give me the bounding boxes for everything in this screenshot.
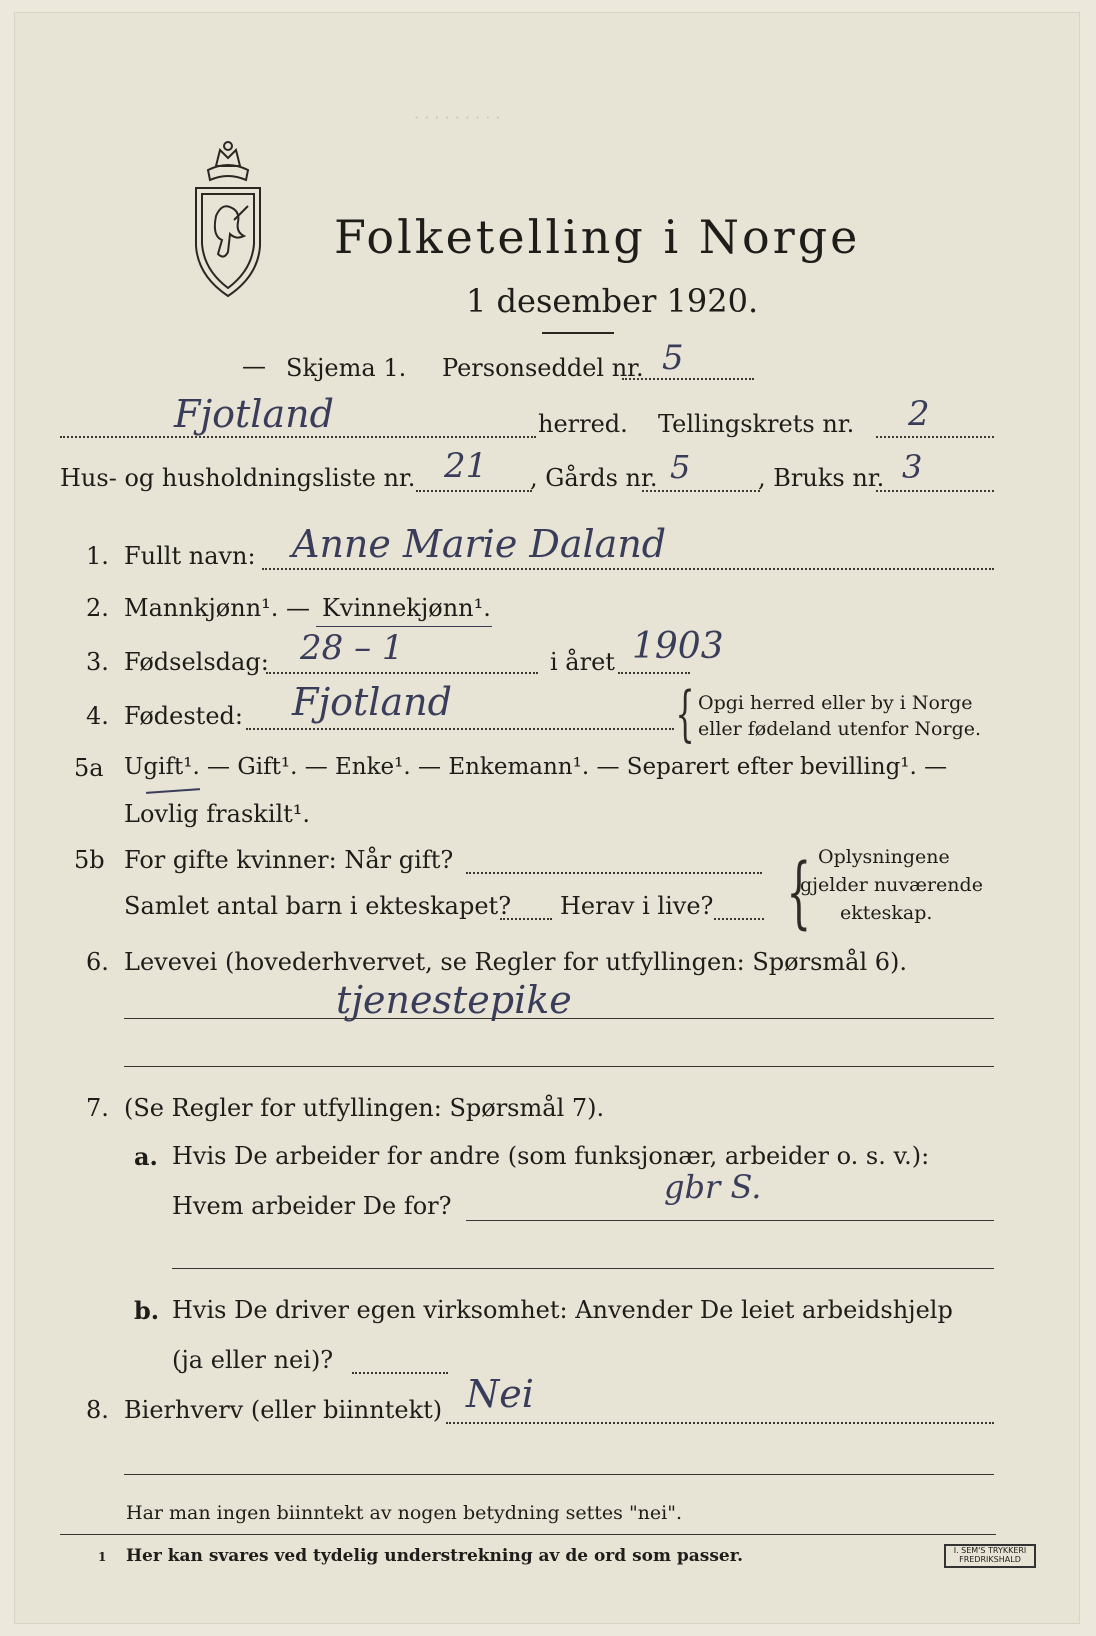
dotted-line [642, 490, 760, 492]
q6-label: Levevei (hovederhvervet, se Regler for utfyllingen: Spørsmål 6). [124, 948, 908, 976]
title-divider [542, 332, 614, 334]
q7b-line1: Hvis De driver egen virksomhet: Anvender De leiet arbeidshjelp [172, 1296, 953, 1324]
skjema-label: Skjema 1. [286, 354, 407, 382]
q6-number: 6. [86, 948, 109, 976]
stamp-line2: FREDRIKSHALD [959, 1555, 1021, 1564]
dotted-line [714, 918, 764, 920]
q7b-line2: (ja eller nei)? [172, 1346, 334, 1374]
q5b-line1: For gifte kvinner: Når gift? [124, 846, 454, 874]
employer-value[interactable]: gbr S. [664, 1168, 762, 1206]
q7a-letter: a. [134, 1142, 158, 1171]
q8-number: 8. [86, 1396, 109, 1424]
gards-value[interactable]: 5 [670, 448, 691, 486]
printer-stamp [944, 1544, 1036, 1568]
answer-line [172, 1268, 994, 1269]
q5b-note3: ekteskap. [840, 902, 933, 924]
norwegian-coat-of-arms-icon [178, 136, 278, 306]
q8-label: Bierhverv (eller biinntekt) [124, 1396, 443, 1424]
q1-number: 1. [86, 542, 109, 570]
dotted-line [466, 872, 762, 874]
q2-number: 2. [86, 594, 109, 622]
q5a-lovlig-fraskilt[interactable]: Lovlig fraskilt¹. [124, 800, 311, 828]
q7a-line1: Hvis De arbeider for andre (som funksjonær, arbeider o. s. v.): [172, 1142, 930, 1170]
underline-mark [316, 626, 492, 627]
dotted-line [246, 728, 674, 730]
husholdning-value[interactable]: 21 [444, 446, 488, 486]
q5b-number: 5b [74, 846, 105, 874]
brace-mark: { [786, 848, 812, 938]
dotted-line [60, 436, 536, 438]
birthplace-value[interactable]: Fjotland [292, 680, 452, 724]
q5a-number: 5a [74, 754, 104, 782]
tellingskrets-label: Tellingskrets nr. [658, 410, 855, 438]
personseddel-label: Personseddel nr. [442, 354, 644, 382]
bruks-label: , Bruks nr. [758, 464, 885, 492]
q7b-letter: b. [134, 1296, 160, 1325]
birth-year-value[interactable]: 1903 [632, 626, 724, 667]
brace-mark: { [675, 679, 695, 749]
q7-number: 7. [86, 1094, 109, 1122]
gards-label: , Gårds nr. [530, 464, 658, 492]
dotted-line [500, 918, 552, 920]
dotted-line [876, 436, 994, 438]
dotted-line [622, 378, 754, 380]
q1-label: Fullt navn: [124, 542, 256, 570]
herred-label: herred. [538, 410, 628, 438]
q4-note-line2: eller fødeland utenfor Norge. [698, 718, 982, 740]
birthdate-value[interactable]: 28 – 1 [300, 628, 404, 668]
dotted-line [446, 1422, 994, 1424]
dotted-line [876, 490, 994, 492]
q3-year-label: i året [550, 648, 615, 676]
answer-line [124, 1018, 994, 1019]
full-name-value[interactable]: Anne Marie Daland [292, 522, 667, 566]
form-date: 1 desember 1920. [466, 282, 759, 320]
q5b-line2a: Samlet antal barn i ekteskapet? [124, 892, 512, 920]
q7-label: (Se Regler for utfyllingen: Spørsmål 7). [124, 1094, 605, 1122]
q3-label: Fødselsdag: [124, 648, 269, 676]
q5a-options[interactable]: Ugift¹. — Gift¹. — Enke¹. — Enkemann¹. — Separert efter bevilling¹. — [124, 754, 948, 780]
answer-line [124, 1474, 994, 1475]
q2-label: Mannkjønn¹. — [124, 594, 311, 622]
q2-option-kvinnekjonn[interactable]: Kvinnekjønn¹. [322, 594, 491, 622]
census-form-sheet [14, 12, 1080, 1624]
footer-note: Har man ingen biinntekt av nogen betydning settes "nei". [126, 1502, 683, 1524]
q4-note-line1: Opgi herred eller by i Norge [698, 692, 973, 714]
footnote-divider [60, 1534, 996, 1535]
q4-label: Fødested: [124, 702, 243, 730]
q4-number: 4. [86, 702, 109, 730]
footnote-text: Her kan svares ved tydelig understrekning av de ord som passer. [126, 1546, 744, 1566]
dotted-line [352, 1372, 448, 1374]
dotted-line [266, 672, 538, 674]
personseddel-value[interactable]: 5 [662, 338, 684, 378]
side-income-value[interactable]: Nei [466, 1372, 534, 1416]
form-title: Folketelling i Norge [334, 210, 861, 264]
dash-mark: — [242, 352, 266, 380]
dotted-line [416, 490, 532, 492]
answer-line [466, 1220, 994, 1221]
bleed-through: · · · · · · · · · [414, 108, 501, 127]
ugift-underline-mark [146, 788, 200, 794]
q3-number: 3. [86, 648, 109, 676]
answer-line [124, 1066, 994, 1067]
stamp-line1: I. SEM'S TRYKKERI [953, 1546, 1027, 1555]
q5b-line2b: Herav i live? [560, 892, 714, 920]
q5b-note1: Oplysningene [818, 846, 950, 868]
bruks-value[interactable]: 3 [902, 448, 923, 486]
q7a-line2: Hvem arbeider De for? [172, 1192, 452, 1220]
occupation-value[interactable]: tjenestepike [336, 978, 572, 1022]
dotted-line [262, 568, 994, 570]
herred-value[interactable]: Fjotland [174, 392, 334, 436]
q5b-note2: gjelder nuværende [800, 874, 983, 896]
tellingskrets-value[interactable]: 2 [908, 394, 930, 434]
dotted-line [618, 672, 690, 674]
footnote-mark: 1 [98, 1550, 107, 1564]
husholdning-label: Hus- og husholdningsliste nr. [60, 464, 416, 492]
